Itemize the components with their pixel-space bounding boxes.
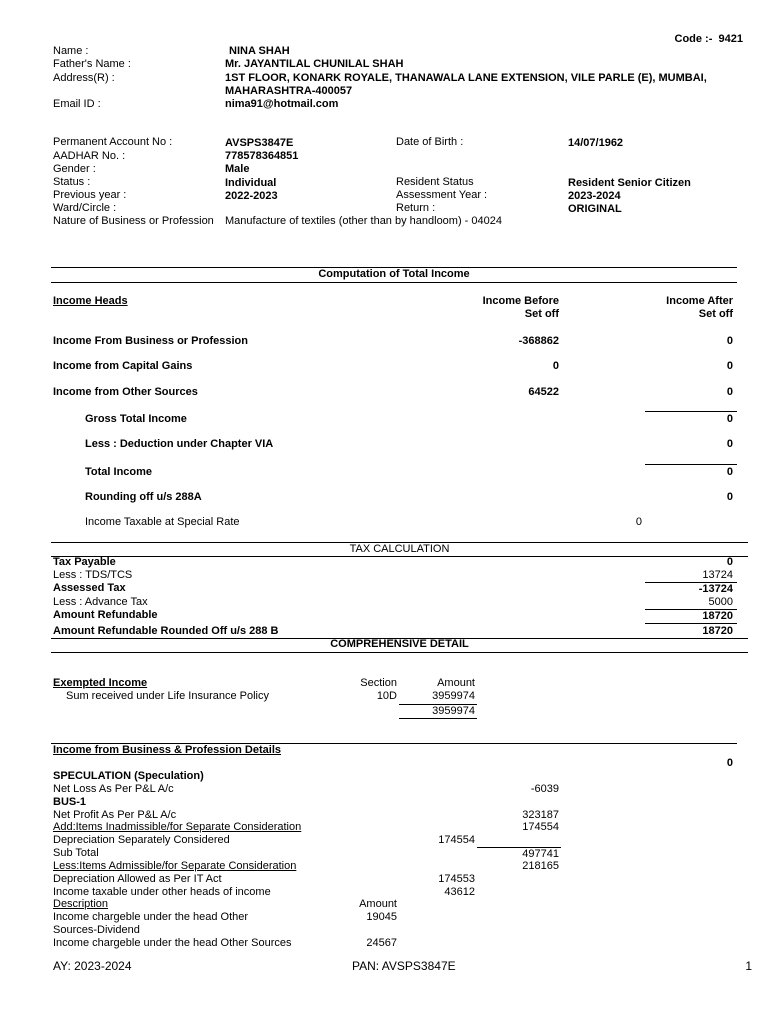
refundable-rounded-label: Amount Refundable Rounded Off u/s 288 B (53, 625, 279, 637)
income-after-value: 0 (726, 386, 733, 398)
less-items-label: Less:Items Admissible/for Separate Consideration (53, 860, 297, 872)
business-total: 0 (726, 757, 733, 769)
refundable-rounded-value: 18720 (702, 625, 733, 637)
other-sources-label: Income chargeble under the head Other Sources (53, 937, 292, 949)
father-value: Mr. JAYANTILAL CHUNILAL SHAH (225, 58, 404, 70)
income-after-value: 0 (726, 335, 733, 347)
prev-year-label: Previous year : (53, 189, 127, 201)
income-before-value: 64522 (528, 386, 559, 398)
comprehensive-title: COMPREHENSIVE DETAIL (330, 638, 469, 650)
amount-header: Amount (437, 677, 475, 689)
name-value: NINA SHAH (229, 45, 290, 57)
section-header: Section (360, 677, 397, 689)
subtotal-line (645, 623, 737, 624)
subtotal-label: Sub Total (53, 847, 99, 859)
rounding-value: 0 (726, 491, 733, 503)
income-before-value: 0 (552, 360, 559, 372)
assessed-tax-label: Assessed Tax (53, 582, 126, 594)
special-rate-value: 0 (635, 516, 642, 528)
subtotal-line (399, 718, 477, 719)
description-header: Description (53, 898, 109, 910)
pan-label: Permanent Account No : (53, 136, 173, 148)
amount-refundable-value: 18720 (702, 610, 733, 622)
assessed-tax-value: -13724 (698, 583, 733, 595)
subtotal-line (645, 464, 737, 465)
dep-separate-label: Depreciation Separately Considered (53, 834, 230, 846)
exempt-item-label: Sum received under Life Insurance Policy (66, 690, 269, 702)
email-label: Email ID : (53, 98, 101, 110)
advance-tax-value: 5000 (708, 596, 733, 608)
prev-year-value: 2022-2023 (225, 190, 278, 202)
gender-value: Male (225, 163, 250, 175)
dob-label: Date of Birth : (396, 136, 464, 148)
address-line-1: 1ST FLOOR, KONARK ROYALE, THANAWALA LANE EXTENSION, VILE PARLE (E), MUMBAI, (225, 72, 707, 84)
footer-page-number: 1 (745, 959, 752, 973)
less-items-value: 218165 (522, 860, 559, 872)
tax-payable-value: 0 (726, 556, 733, 568)
other-sources-value: 24567 (366, 937, 397, 949)
return-value: ORIGINAL (568, 203, 622, 215)
dividend-value: 19045 (366, 911, 397, 923)
income-head-label: Income from Other Sources (53, 386, 198, 398)
add-items-value: 174554 (522, 821, 559, 833)
dividend-label-1: Income chargeble under the head Other (53, 911, 249, 923)
code-label: Code :- 9421 (674, 33, 743, 45)
add-items-label: Add:Items Inadmissible/for Separate Consideration (53, 821, 302, 833)
subtotal-value: 497741 (522, 848, 559, 860)
income-after-header-2: Set off (698, 308, 733, 320)
speculation-title: SPECULATION (Speculation) (53, 770, 204, 782)
gender-label: Gender : (53, 163, 96, 175)
income-after-header-1: Income After (666, 295, 733, 307)
resident-label: Resident Status (396, 176, 474, 188)
exempt-item-section: 10D (376, 690, 397, 702)
pan-value: AVSPS3847E (225, 137, 294, 149)
deduction-value: 0 (726, 438, 733, 450)
total-income-label: Total Income (85, 466, 153, 478)
ay-value: 2023-2024 (568, 190, 621, 202)
dep-it-value: 174553 (438, 873, 475, 885)
email-value: nima91@hotmail.com (225, 98, 339, 110)
divider (51, 282, 737, 283)
business-details-title: Income from Business & Profession Details (53, 744, 282, 756)
computation-title: Computation of Total Income (318, 268, 470, 280)
dob-value: 14/07/1962 (568, 137, 624, 149)
divider (51, 652, 748, 653)
subtotal-line (645, 411, 737, 412)
tds-value: 13724 (702, 569, 733, 581)
resident-value: Resident Senior Citizen (568, 177, 691, 189)
father-label: Father's Name : (53, 58, 131, 70)
amount-refundable-label: Amount Refundable (53, 609, 158, 621)
tax-payable-label: Tax Payable (53, 556, 116, 568)
footer-ay: AY: 2023-2024 (53, 959, 132, 973)
description-amount-header: Amount (359, 898, 397, 910)
exempt-item-amount: 3959974 (432, 690, 475, 702)
exempt-total: 3959974 (432, 705, 475, 717)
income-before-header-2: Set off (524, 308, 559, 320)
other-heads-value: 43612 (444, 886, 475, 898)
spec-loss-label: Net Loss As Per P&L A/c (53, 783, 174, 795)
income-head-label: Income from Capital Gains (53, 360, 193, 372)
rounding-label: Rounding off u/s 288A (85, 491, 202, 503)
ward-label: Ward/Circle : (53, 202, 117, 214)
income-before-header-1: Income Before (482, 295, 559, 307)
bus-title: BUS-1 (53, 796, 87, 808)
tds-label: Less : TDS/TCS (53, 569, 133, 581)
gross-total-value: 0 (726, 413, 733, 425)
dividend-label-2: Sources-Dividend (53, 924, 140, 936)
address-label: Address(R) : (53, 72, 115, 84)
income-heads-header: Income Heads (53, 295, 128, 307)
status-value: Individual (225, 177, 277, 189)
net-profit-value: 323187 (522, 809, 559, 821)
ay-label: Assessment Year : (396, 189, 488, 201)
aadhar-label: AADHAR No. : (53, 150, 126, 162)
dep-separate-value: 174554 (438, 834, 475, 846)
special-rate-label: Income Taxable at Special Rate (85, 516, 240, 528)
income-head-label: Income From Business or Profession (53, 335, 248, 347)
net-profit-label: Net Profit As Per P&L A/c (53, 809, 177, 821)
code-value: 9421 (718, 33, 743, 45)
aadhar-value: 778578364851 (225, 150, 299, 162)
name-label: Name : (53, 45, 89, 57)
nature-value: Manufacture of textiles (other than by handloom) - 04024 (225, 215, 502, 227)
footer-pan: PAN: AVSPS3847E (352, 959, 456, 973)
total-income-value: 0 (726, 466, 733, 478)
nature-label: Nature of Business or Profession (53, 215, 214, 227)
exempted-income-title: Exempted Income (53, 677, 148, 689)
address-line-2: MAHARASHTRA-400057 (225, 85, 353, 97)
divider (51, 556, 748, 557)
gross-total-label: Gross Total Income (85, 413, 187, 425)
other-heads-label: Income taxable under other heads of income (53, 886, 271, 898)
income-before-value: -368862 (518, 335, 559, 347)
return-label: Return : (396, 202, 436, 214)
spec-loss-value: -6039 (530, 783, 559, 795)
advance-tax-label: Less : Advance Tax (53, 596, 148, 608)
income-after-value: 0 (726, 360, 733, 372)
status-label: Status : (53, 176, 91, 188)
dep-it-label: Depreciation Allowed as Per IT Act (53, 873, 222, 885)
deduction-label: Less : Deduction under Chapter VIA (85, 438, 274, 450)
tax-calculation-title: TAX CALCULATION (349, 543, 450, 555)
